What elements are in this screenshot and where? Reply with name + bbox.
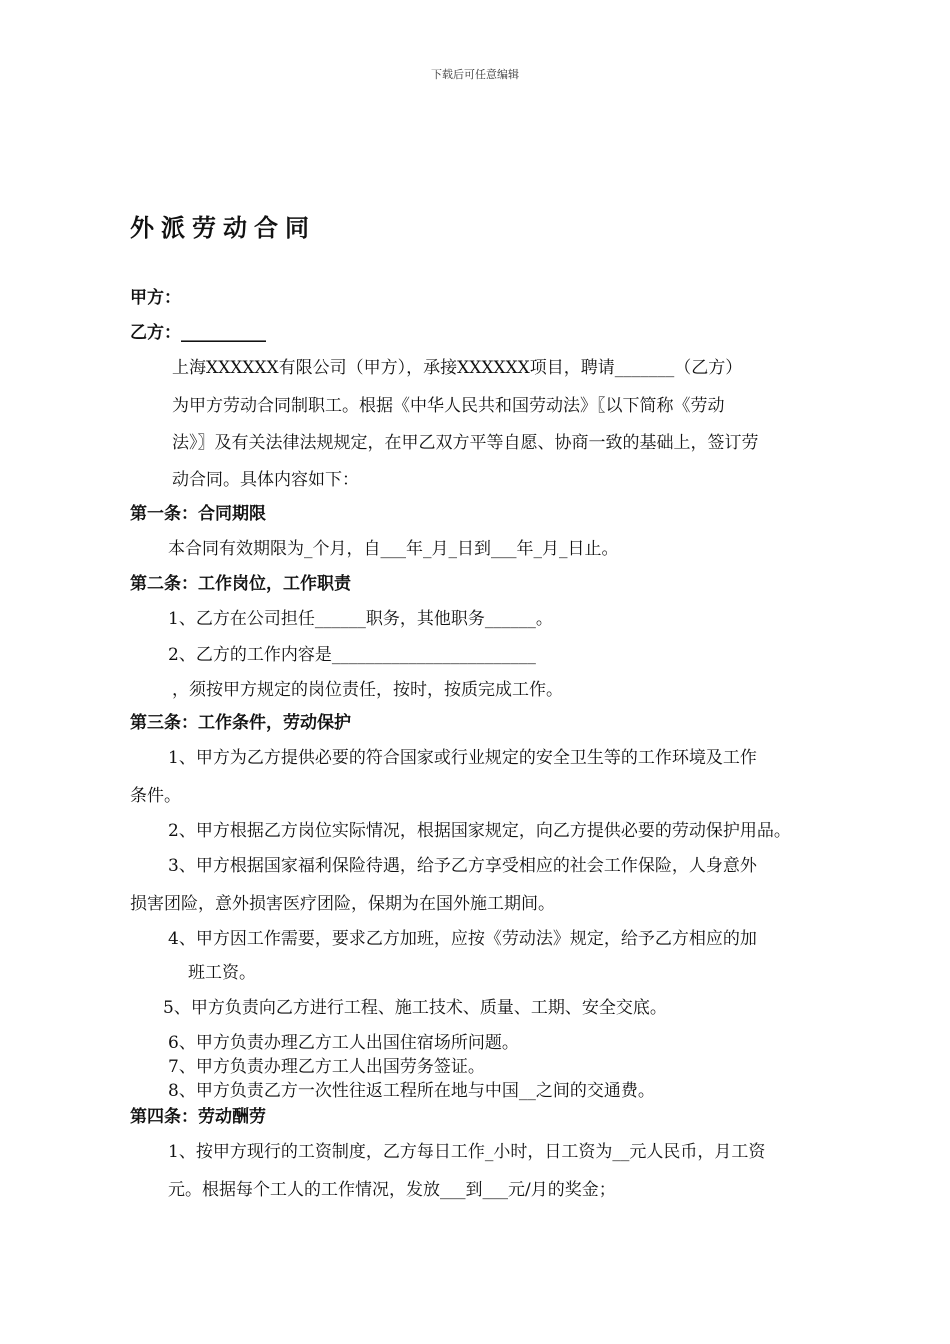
article-2-line: 2、乙方的工作内容是________________________	[168, 645, 536, 665]
party-a-label: 甲方：	[130, 288, 181, 308]
article-2-line: 1、乙方在公司担任______职务，其他职务______。	[168, 609, 553, 629]
article-3-line: 6、甲方负责办理乙方工人出国住宿场所问题。	[168, 1033, 519, 1053]
article-1-line: 本合同有效期限为_个月，自___年_月_日到___年_月_日止。	[168, 539, 619, 559]
article-3-line: 7、甲方负责办理乙方工人出国劳务签证。	[168, 1057, 485, 1077]
intro-line: 动合同。具体内容如下：	[172, 470, 359, 490]
article-3-line: 1、甲方为乙方提供必要的符合国家或行业规定的安全卫生等的工作环境及工作	[168, 748, 757, 768]
article-2-line: ，须按甲方规定的岗位责任，按时，按质完成工作。	[172, 680, 563, 700]
article-4-line: 元。根据每个工人的工作情况，发放___到___元/月的奖金；	[168, 1180, 616, 1200]
intro-line: 上海XXXXXX有限公司（甲方），承接XXXXXX项目，聘请_______（乙方）	[172, 358, 743, 378]
article-3-line: 条件。	[130, 786, 181, 806]
article-3-line: 班工资。	[188, 963, 256, 983]
party-b-label: 乙方：__________	[130, 323, 266, 343]
article-4-line: 1、按甲方现行的工资制度，乙方每日工作_小时，日工资为__元人民币，月工资	[168, 1142, 766, 1162]
page-header: 下载后可任意编辑	[431, 68, 519, 81]
article-3-line: 损害团险，意外损害医疗团险，保期为在国外施工期间。	[130, 894, 555, 914]
article-2-heading: 第二条：工作岗位，工作职责	[130, 574, 351, 594]
intro-line: 法》〗及有关法律法规规定，在甲乙双方平等自愿、协商一致的基础上，签订劳	[172, 433, 759, 453]
article-1-heading: 第一条：合同期限	[130, 504, 266, 524]
article-3-heading: 第三条：工作条件，劳动保护	[130, 713, 351, 733]
article-3-line: 8、甲方负责乙方一次性往返工程所在地与中国__之间的交通费。	[168, 1081, 655, 1101]
article-3-line: 5、甲方负责向乙方进行工程、施工技术、质量、工期、安全交底。	[163, 998, 667, 1018]
article-3-line: 4、甲方因工作需要，要求乙方加班，应按《劳动法》规定，给予乙方相应的加	[168, 929, 757, 949]
article-3-line: 2、甲方根据乙方岗位实际情况，根据国家规定，向乙方提供必要的劳动保护用品。	[168, 821, 791, 841]
document-title: 外派劳动合同	[130, 214, 316, 242]
article-3-line: 3、甲方根据国家福利保险待遇，给予乙方享受相应的社会工作保险，人身意外	[168, 856, 757, 876]
intro-line: 为甲方劳动合同制职工。根据《中华人民共和国劳动法》〖以下简称《劳动	[172, 396, 725, 416]
article-4-heading: 第四条：劳动酬劳	[130, 1107, 266, 1127]
